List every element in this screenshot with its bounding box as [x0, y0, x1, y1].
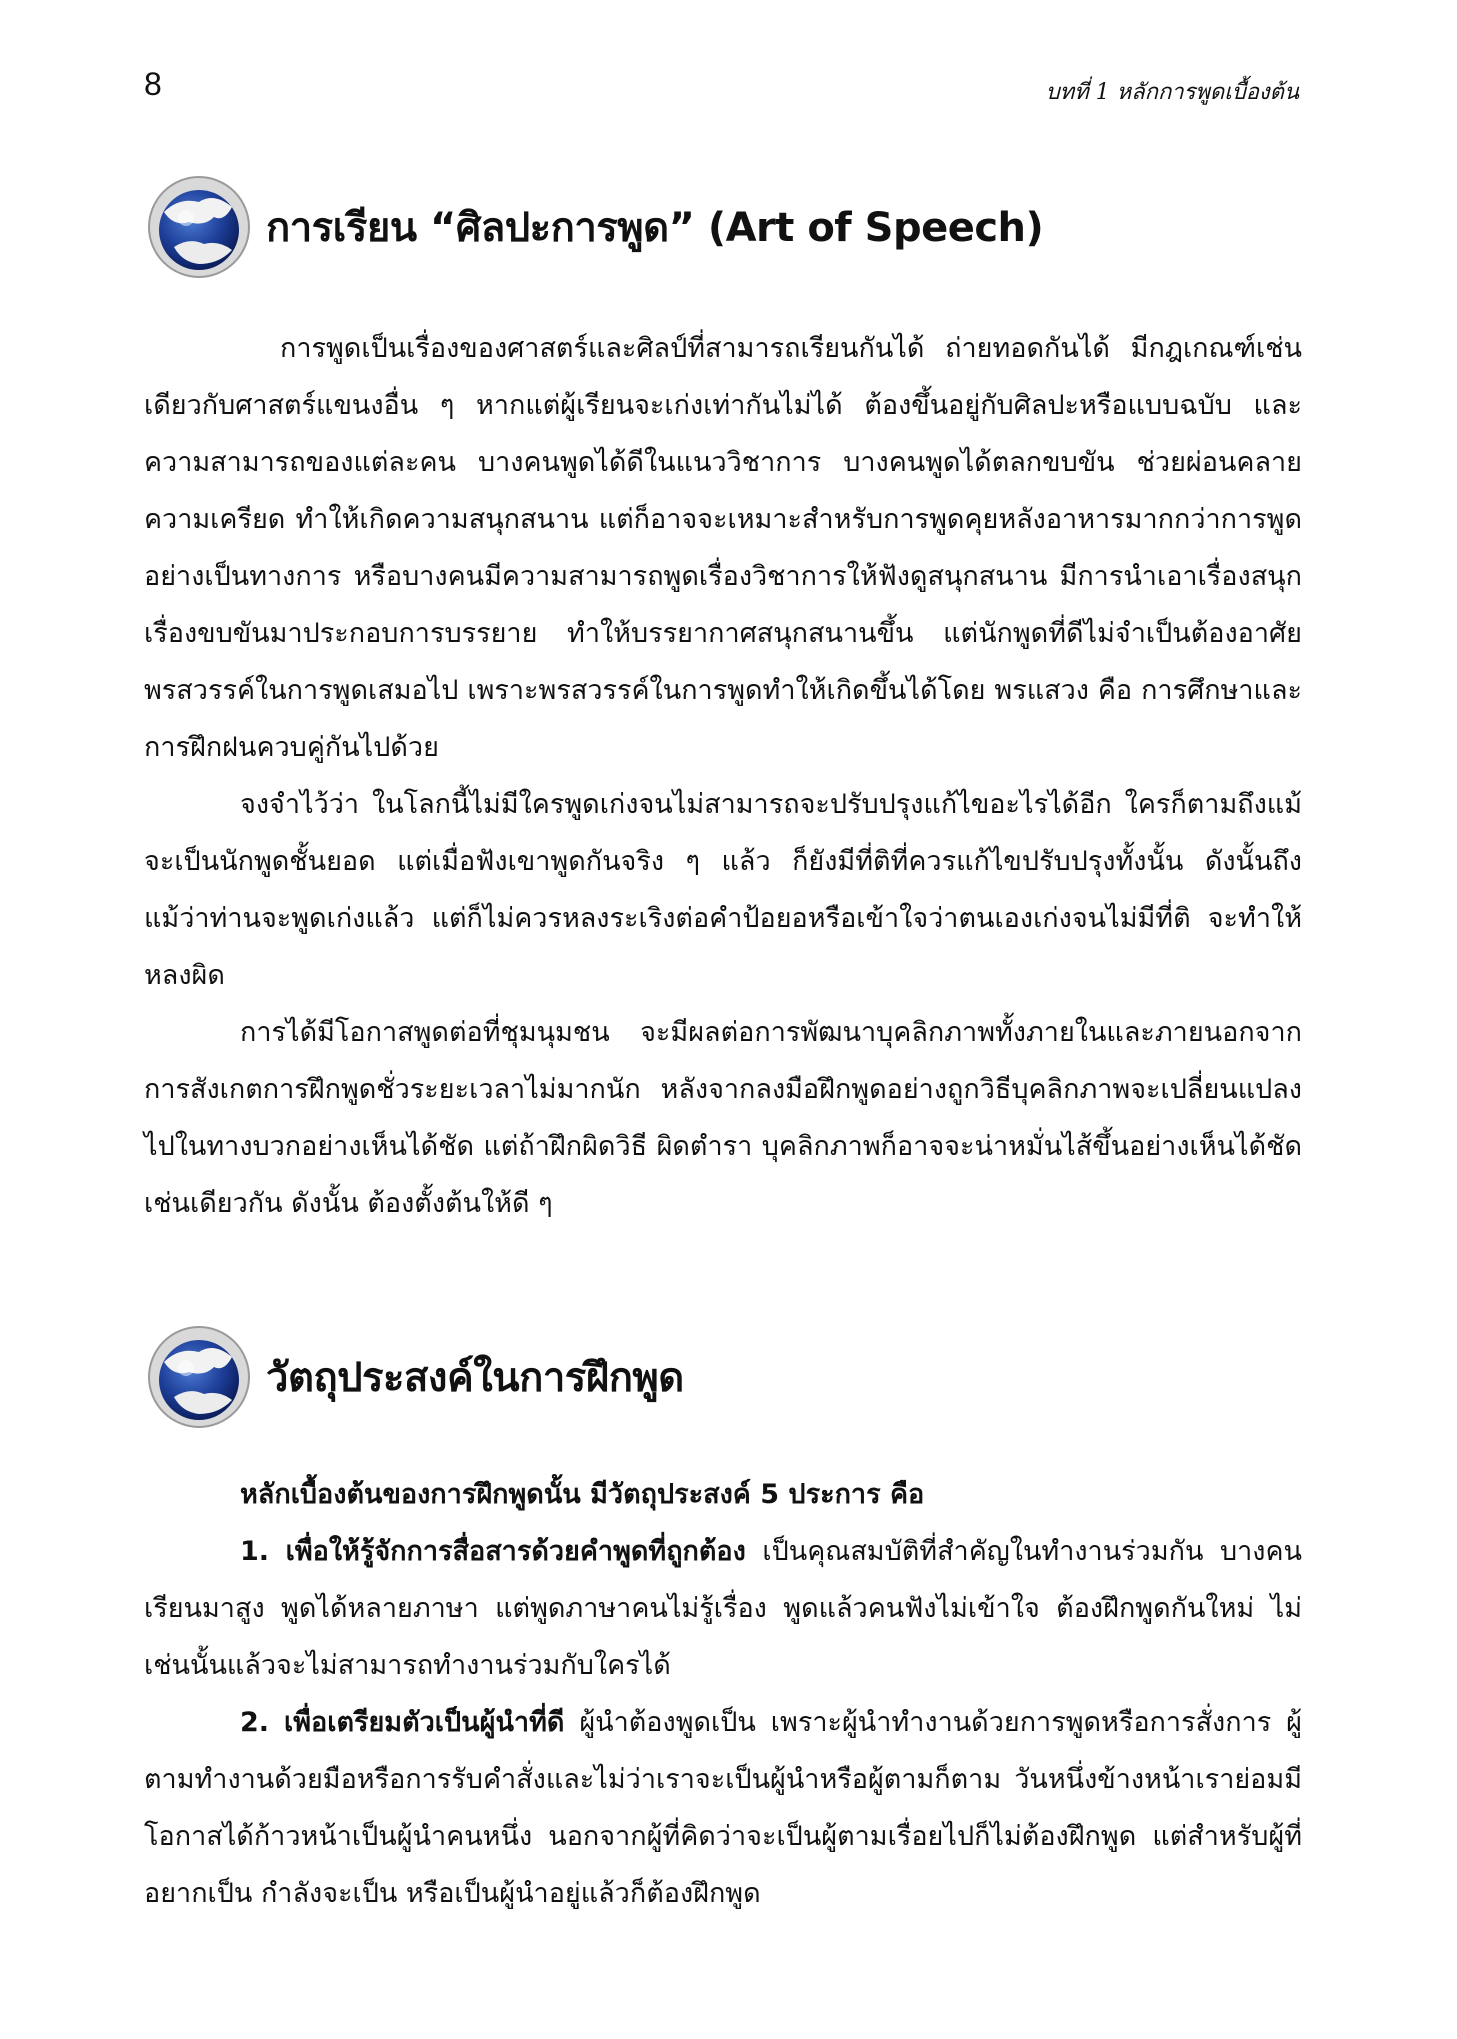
paragraph: จงจำไว้ว่า ในโลกนี้ไม่มีใครพูดเก่งจนไม่สามารถจะปรับปรุงแก้ไขอะไรได้อีก ใครก็ตามถึงแม้จะเป็นนักพูดชั้นยอด แต่เมื่อฟังเขาพูดกันจริง ๆ แล้ว ก็ยังมีที่ติที่ควรแก้ไขปรับปรุงทั้งนั้น ดังนั้นถึงแม้ว่าท่านจะพูดเก่งแล้ว แต่ก็ไม่ควรหลงระเริงต่อคำป้อยอหรือเข้าใจว่าตนเองเก่งจนไม่มีที่ติ จะทำให้หลงผิด [144, 789, 1302, 991]
list-item [144, 1694, 1302, 1922]
section-title: วัตถุประสงค์ในการฝึกพูด [266, 1355, 684, 1401]
globe-icon [144, 1322, 254, 1432]
section1-body [144, 320, 1302, 1232]
section-intro: หลักเบื้องต้นของการฝึกพูดนั้น มีวัตถุประสงค์ 5 ประการ คือ [240, 1479, 925, 1510]
list-item [144, 1523, 1302, 1694]
running-header: บทที่ 1 หลักการพูดเบื้องต้น [1045, 80, 1299, 105]
section2-body [144, 1466, 1302, 1922]
item-text: เป็นคุณสมบัติที่สำคัญในทำงานร่วมกัน บางคนเรียนมาสูง พูดได้หลายภาษา แต่พูดภาษาคนไม่รู้เรื่อง พูดแล้วคนฟังไม่เข้าใจ ต้องฝึกพูดกันใหม่ ไม่เช่นนั้นแล้วจะไม่สามารถทำงานร่วมกับใครได้ [144, 1536, 1302, 1681]
globe-icon [144, 172, 254, 282]
section-heading-objectives [144, 1322, 684, 1432]
section-title: การเรียน “ศิลปะการพูด” (Art of Speech) [266, 205, 1044, 251]
item-text: ผู้นำต้องพูดเป็น เพราะผู้นำทำงานด้วยการพูดหรือการสั่งการ ผู้ตามทำงานด้วยมือหรือการรับคำสั่งและไม่ว่าเราจะเป็นผู้นำหรือผู้ตามก็ตาม วันหนึ่งข้างหน้าเราย่อมมีโอกาสได้ก้าวหน้าเป็นผู้นำคนหนึ่ง นอกจากผู้ที่คิดว่าจะเป็นผู้ตามเรื่อยไปก็ไม่ต้องฝึกพูด แต่สำหรับผู้ที่อยากเป็น กำลังจะเป็น หรือเป็นผู้นำอยู่แล้วก็ต้องฝึกพูด [144, 1707, 1302, 1909]
item-number: 2. [240, 1707, 270, 1738]
page-number: 8 [144, 66, 162, 102]
item-heading: เพื่อให้รู้จักการสื่อสารด้วยคำพูดที่ถูกต้อง [285, 1536, 746, 1567]
item-number: 1. [240, 1536, 270, 1567]
item-heading: เพื่อเตรียมตัวเป็นผู้นำที่ดี [283, 1707, 565, 1738]
section-heading-art-of-speech [144, 172, 1043, 282]
paragraph: การได้มีโอกาสพูดต่อที่ชุมนุมชน จะมีผลต่อการพัฒนาบุคลิกภาพทั้งภายในและภายนอกจากการสังเกตการฝึกพูดชั่วระยะเวลาไม่มากนัก หลังจากลงมือฝึกพูดอย่างถูกวิธีบุคลิกภาพจะเปลี่ยนแปลงไปในทางบวกอย่างเห็นได้ชัด แต่ถ้าฝึกผิดวิธี ผิดตำรา บุคลิกภาพก็อาจจะน่าหมั่นไส้ขึ้นอย่างเห็นได้ชัดเช่นเดียวกัน ดังนั้น ต้องตั้งต้นให้ดี ๆ [144, 1017, 1302, 1219]
paragraph: การพูดเป็นเรื่องของศาสตร์และศิลป์ที่สามารถเรียนกันได้ ถ่ายทอดกันได้ มีกฎเกณฑ์เช่นเดียวกับศาสตร์แขนงอื่น ๆ หากแต่ผู้เรียนจะเก่งเท่ากันไม่ได้ ต้องขึ้นอยู่กับศิลปะหรือแบบฉบับ และความสามารถของแต่ละคน บางคนพูดได้ดีในแนววิชาการ บางคนพูดได้ตลกขบขัน ช่วยผ่อนคลายความเครียด ทำให้เกิดความสนุกสนาน แต่ก็อาจจะเหมาะสำหรับการพูดคุยหลังอาหารมากกว่าการพูดอย่างเป็นทางการ หรือบางคนมีความสามารถพูดเรื่องวิชาการให้ฟังดูสนุกสนาน มีการนำเอาเรื่องสนุก เรื่องขบขันมาประกอบการบรรยาย ทำให้บรรยากาศสนุกสนานขึ้น แต่นักพูดที่ดีไม่จำเป็นต้องอาศัยพรสวรรค์ในการพูดเสมอไป เพราะพรสวรรค์ในการพูดทำให้เกิดขึ้นได้โดย พรแสวง คือ การศึกษาและการฝึกฝนควบคู่กันไปด้วย [144, 333, 1302, 763]
